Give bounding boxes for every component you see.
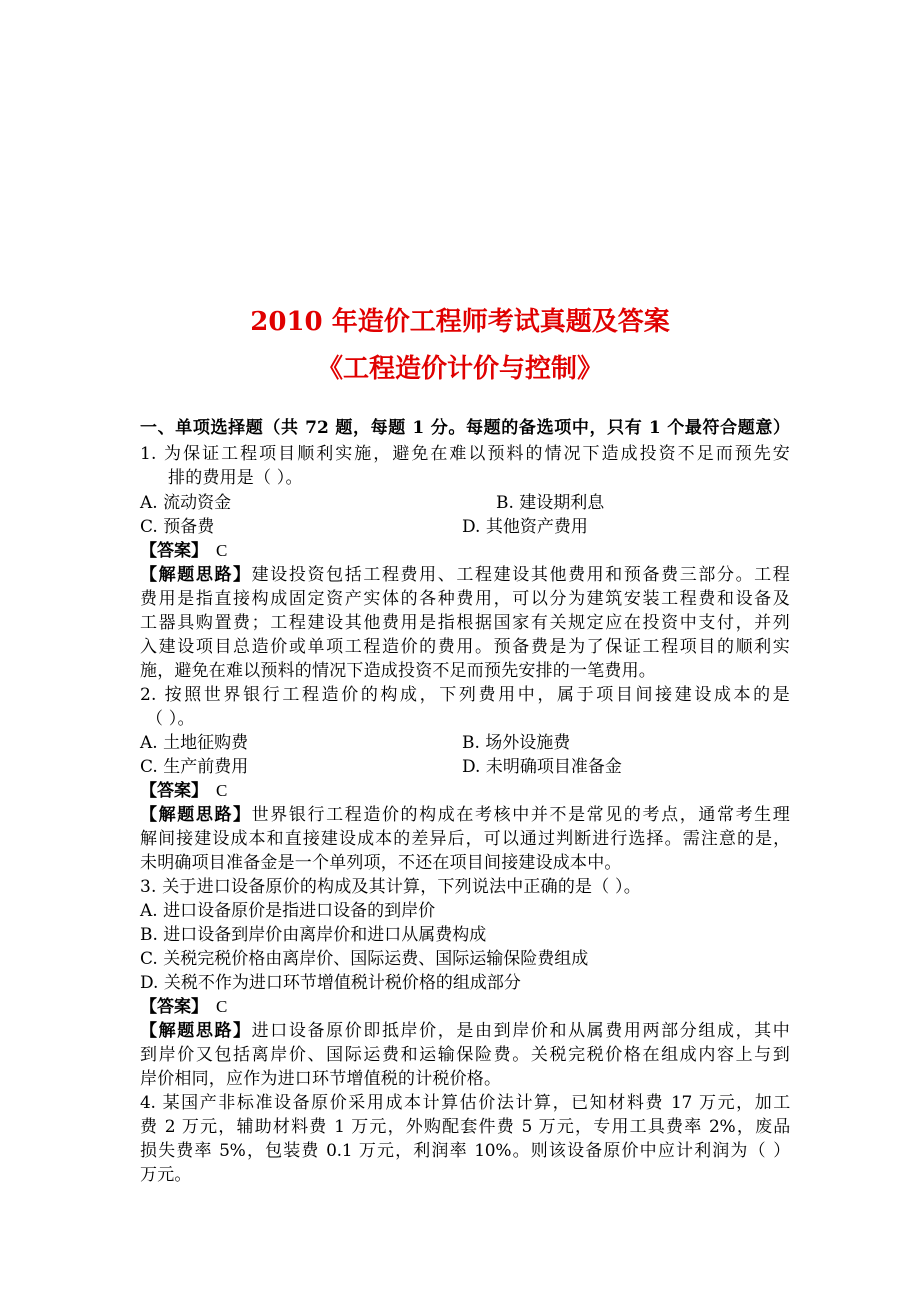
question-1-explanation-line-1 (140, 563, 790, 587)
question-3-option-a: A. 进口设备原价是指进口设备的到岸价 (140, 901, 436, 921)
section-header: 一、单项选择题（共 72 题，每题 1 分。每题的备选项中，只有 1 个最符合题意） (140, 418, 790, 438)
question-3-option-b: B. 进口设备到岸价由离岸价和进口从属费构成 (140, 925, 487, 945)
question-2-option-a: A. 土地征购费 (140, 733, 249, 753)
document-subtitle: 《工程造价计价与控制》 (316, 354, 603, 384)
question-1-stem-line-2: 排的费用是（ ）。 (168, 468, 303, 488)
explanation-label: 【解题思路】 (140, 565, 252, 585)
question-3-option-d: D. 关税不作为进口环节增值税计税价格的组成部分 (140, 973, 521, 993)
question-3-explanation-line-1 (140, 1019, 790, 1043)
question-1-explanation-line-2: 费用是指直接构成固定资产实体的各种费用，可以分为建筑安装工程费和设备及 (140, 589, 790, 609)
question-2-stem-line-2: （ ）。 (146, 709, 195, 729)
answer-label: 【答案】 (140, 781, 208, 801)
question-3-stem: 3. 关于进口设备原价的构成及其计算，下列说法中正确的是（ ）。 (140, 877, 641, 897)
question-3-answer (140, 995, 227, 1019)
answer-value: C (216, 541, 228, 560)
question-2-option-d: D. 未明确项目准备金 (462, 757, 622, 777)
question-2-explanation-line-2: 解间接建设成本和直接建设成本的差异后，可以通过判断进行选择。需注意的是， (140, 829, 790, 849)
answer-label: 【答案】 (140, 541, 208, 561)
question-4-stem-line-3: 损失费率 5%，包装费 0.1 万元，利润率 10%。则该设备原价中应计利润为（ ） (140, 1141, 790, 1161)
question-1-explanation-line-4: 入建设项目总造价或单项工程造价的费用。预备费是为了保证工程项目的顺利实 (140, 637, 790, 657)
question-1-option-a: A. 流动资金 (140, 493, 232, 513)
answer-value: C (216, 781, 228, 800)
question-2-option-b: B. 场外设施费 (462, 733, 571, 753)
explanation-label: 【解题思路】 (140, 1021, 252, 1041)
question-2-option-c: C. 生产前费用 (140, 757, 249, 777)
question-1-option-c: C. 预备费 (140, 517, 215, 537)
answer-value: C (216, 997, 228, 1016)
question-4-stem-line-4: 万元。 (140, 1165, 192, 1185)
question-2-stem-line-1: 2. 按照世界银行工程造价的构成，下列费用中，属于项目间接建设成本的是 (140, 685, 790, 705)
question-3-explanation-line-2: 到岸价又包括离岸价、国际运费和运输保险费。关税完税价格在组成内容上与到 (140, 1045, 790, 1065)
explanation-text: 世界银行工程造价的构成在考核中并不是常见的考点，通常考生理 (251, 805, 790, 825)
question-4-stem-line-2: 费 2 万元，辅助材料费 1 万元，外购配套件费 5 万元，专用工具费率 2%，废品 (140, 1117, 790, 1137)
question-1-explanation-line-5: 施，避免在难以预料的情况下造成投资不足而预先安排的一笔费用。 (140, 661, 656, 681)
document-title: 2010 年造价工程师考试真题及答案 (250, 307, 670, 337)
question-2-explanation-line-1 (140, 803, 790, 827)
question-2-explanation-line-3: 未明确项目准备金是一个单列项，不还在项目间接建设成本中。 (140, 853, 622, 873)
explanation-label: 【解题思路】 (140, 805, 252, 825)
question-4-stem-line-1: 4. 某国产非标准设备原价采用成本计算估价法计算，已知材料费 17 万元，加工 (140, 1093, 790, 1113)
question-1-explanation-line-3: 工器具购置费；工程建设其他费用是指根据国家有关规定应在投资中支付，并列 (140, 613, 790, 633)
question-2-answer (140, 779, 227, 803)
question-3-explanation-line-3: 岸价相同，应作为进口环节增值税的计税价格。 (140, 1069, 502, 1089)
question-1-answer (140, 539, 227, 563)
answer-label: 【答案】 (140, 997, 208, 1017)
explanation-text: 进口设备原价即抵岸价，是由到岸价和从属费用两部分组成，其中 (251, 1021, 790, 1041)
question-1-stem-line-1: 1. 为保证工程项目顺利实施，避免在难以预料的情况下造成投资不足而预先安 (140, 444, 790, 464)
question-1-option-b: B. 建设期利息 (496, 493, 605, 513)
explanation-text: 建设投资包括工程费用、工程建设其他费用和预备费三部分。工程 (251, 565, 790, 585)
question-1-option-d: D. 其他资产费用 (462, 517, 588, 537)
question-3-option-c: C. 关税完税价格由离岸价、国际运费、国际运输保险费组成 (140, 949, 589, 969)
